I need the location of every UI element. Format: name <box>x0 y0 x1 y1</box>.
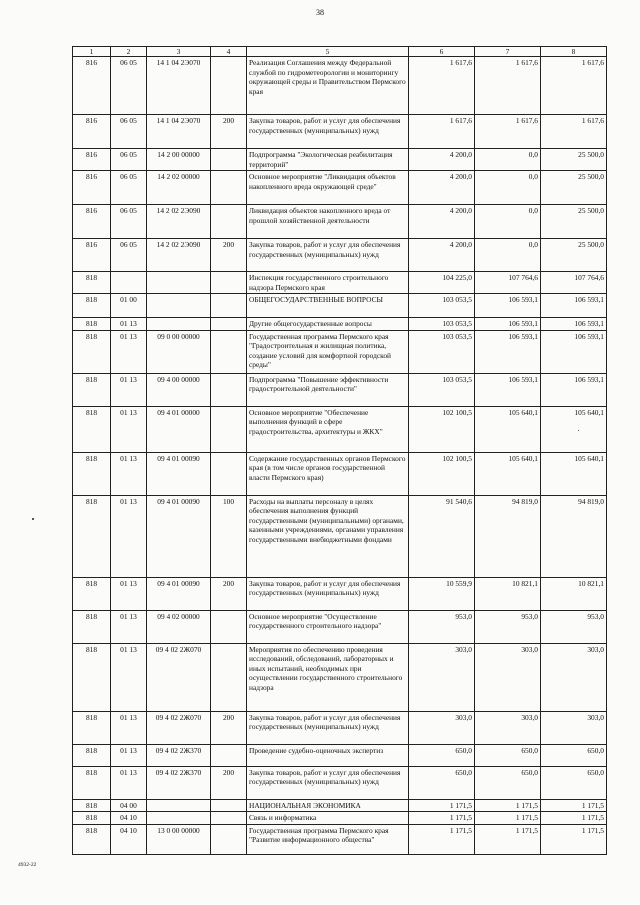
admin-code-cell: 818 <box>73 373 111 406</box>
target-article-cell: 09 4 02 2Ж070 <box>147 643 211 711</box>
amount-year3-cell: 107 764,6 <box>541 272 607 294</box>
amount-year2-cell: 0,0 <box>475 149 541 171</box>
amount-year2-cell: 106 593,1 <box>475 373 541 406</box>
amount-year2-cell: 1 171,5 <box>475 812 541 824</box>
item-name-cell: Связь и информатика <box>247 812 409 824</box>
expense-type-cell <box>211 330 247 373</box>
column-header: 7 <box>475 47 541 57</box>
amount-year3-cell: 1 171,5 <box>541 812 607 824</box>
amount-year1-cell: 103 053,5 <box>409 330 475 373</box>
amount-year3-cell: 106 593,1 <box>541 373 607 406</box>
item-name-cell: Другие общегосударственные вопросы <box>247 318 409 330</box>
amount-year1-cell: 103 053,5 <box>409 294 475 318</box>
amount-year2-cell: 1 171,5 <box>475 799 541 811</box>
target-article-cell: 09 4 01 00090 <box>147 495 211 577</box>
admin-code-cell: 818 <box>73 577 111 610</box>
target-article-cell: 09 4 01 00090 <box>147 577 211 610</box>
amount-year1-cell: 1 617,6 <box>409 115 475 149</box>
amount-year1-cell: 1 171,5 <box>409 799 475 811</box>
amount-year2-cell: 106 593,1 <box>475 294 541 318</box>
amount-year1-cell: 4 200,0 <box>409 171 475 205</box>
expense-type-cell <box>211 812 247 824</box>
amount-year1-cell: 102 100,5 <box>409 452 475 495</box>
section-code-cell: 06 05 <box>111 57 147 115</box>
table-row <box>73 744 607 766</box>
amount-year1-cell: 104 225,0 <box>409 272 475 294</box>
scan-mark <box>578 430 579 431</box>
target-article-cell: 14 1 04 2Э070 <box>147 115 211 149</box>
item-name-cell: ОБЩЕГОСУДАРСТВЕННЫЕ ВОПРОСЫ <box>247 294 409 318</box>
table-body <box>73 57 607 854</box>
table-row <box>73 149 607 171</box>
amount-year2-cell: 107 764,6 <box>475 272 541 294</box>
table-row <box>73 610 607 643</box>
section-code-cell: 01 13 <box>111 406 147 452</box>
admin-code-cell: 818 <box>73 330 111 373</box>
item-name-cell: Основное мероприятие "Обеспечение выполнения функций в сфере градостроительства, архитектуры и ЖКХ" <box>247 406 409 452</box>
amount-year3-cell: 1 617,6 <box>541 115 607 149</box>
column-header: 5 <box>247 47 409 57</box>
amount-year2-cell: 0,0 <box>475 205 541 239</box>
amount-year3-cell: 25 500,0 <box>541 171 607 205</box>
amount-year3-cell: 106 593,1 <box>541 330 607 373</box>
amount-year2-cell: 953,0 <box>475 610 541 643</box>
admin-code-cell: 818 <box>73 799 111 811</box>
amount-year2-cell: 0,0 <box>475 239 541 272</box>
amount-year1-cell: 303,0 <box>409 711 475 744</box>
expense-type-cell <box>211 373 247 406</box>
amount-year1-cell: 103 053,5 <box>409 373 475 406</box>
section-code-cell: 01 13 <box>111 452 147 495</box>
table-row <box>73 205 607 239</box>
footer-code: 4932-22 <box>18 862 37 868</box>
admin-code-cell: 818 <box>73 610 111 643</box>
target-article-cell: 09 4 02 2Ж070 <box>147 711 211 744</box>
target-article-cell <box>147 272 211 294</box>
amount-year1-cell: 91 540,6 <box>409 495 475 577</box>
table-row <box>73 318 607 330</box>
table-row <box>73 115 607 149</box>
item-name-cell: Закупка товаров, работ и услуг для обеспечения государственных (муниципальных) нужд <box>247 766 409 799</box>
target-article-cell <box>147 318 211 330</box>
column-header: 1 <box>73 47 111 57</box>
item-name-cell: Реализация Соглашения между Федеральной службой по гидрометеорологии и мониторингу окружающей среды и Правительством Пермского края <box>247 57 409 115</box>
section-code-cell: 04 10 <box>111 824 147 854</box>
admin-code-cell: 818 <box>73 495 111 577</box>
section-code-cell: 01 13 <box>111 711 147 744</box>
amount-year2-cell: 105 640,1 <box>475 452 541 495</box>
section-code-cell: 01 13 <box>111 744 147 766</box>
expense-type-cell: 200 <box>211 115 247 149</box>
table-row <box>73 577 607 610</box>
amount-year1-cell: 4 200,0 <box>409 239 475 272</box>
item-name-cell: Основное мероприятие "Осуществление государственного строительного надзора" <box>247 610 409 643</box>
amount-year3-cell: 650,0 <box>541 766 607 799</box>
table-row <box>73 294 607 318</box>
amount-year2-cell: 10 821,1 <box>475 577 541 610</box>
expense-type-cell <box>211 452 247 495</box>
admin-code-cell: 816 <box>73 115 111 149</box>
amount-year3-cell: 1 171,5 <box>541 799 607 811</box>
admin-code-cell: 816 <box>73 239 111 272</box>
amount-year1-cell: 4 200,0 <box>409 205 475 239</box>
expense-type-cell <box>211 824 247 854</box>
amount-year3-cell: 106 593,1 <box>541 294 607 318</box>
expense-type-cell: 200 <box>211 577 247 610</box>
section-code-cell: 01 13 <box>111 373 147 406</box>
expense-type-cell <box>211 610 247 643</box>
target-article-cell: 13 0 00 00000 <box>147 824 211 854</box>
table-row <box>73 812 607 824</box>
target-article-cell: 09 4 02 2Ж370 <box>147 744 211 766</box>
amount-year2-cell: 94 819,0 <box>475 495 541 577</box>
amount-year1-cell: 1 171,5 <box>409 812 475 824</box>
target-article-cell: 09 4 02 00000 <box>147 610 211 643</box>
amount-year3-cell: 10 821,1 <box>541 577 607 610</box>
target-article-cell: 14 2 02 2Э090 <box>147 205 211 239</box>
amount-year3-cell: 303,0 <box>541 643 607 711</box>
table-row <box>73 452 607 495</box>
admin-code-cell: 818 <box>73 711 111 744</box>
expense-type-cell <box>211 744 247 766</box>
amount-year3-cell: 650,0 <box>541 744 607 766</box>
item-name-cell: Закупка товаров, работ и услуг для обеспечения государственных (муниципальных) нужд <box>247 239 409 272</box>
amount-year2-cell: 650,0 <box>475 744 541 766</box>
target-article-cell <box>147 294 211 318</box>
item-name-cell: Ликвидация объектов накопленного вреда от прошлой хозяйственной деятельности <box>247 205 409 239</box>
expense-type-cell <box>211 406 247 452</box>
amount-year3-cell: 25 500,0 <box>541 149 607 171</box>
section-code-cell: 04 10 <box>111 812 147 824</box>
section-code-cell: 01 13 <box>111 495 147 577</box>
amount-year2-cell: 0,0 <box>475 171 541 205</box>
target-article-cell <box>147 799 211 811</box>
item-name-cell: Подпрограмма "Повышение эффективности градостроительной деятельности" <box>247 373 409 406</box>
section-code-cell: 01 13 <box>111 643 147 711</box>
item-name-cell: Основное мероприятие "Ликвидация объектов накопленного вреда окружающей среде" <box>247 171 409 205</box>
item-name-cell: Содержание государственных органов Пермского края (в том числе органов государственной власти Пермского края) <box>247 452 409 495</box>
amount-year2-cell: 1 171,5 <box>475 824 541 854</box>
section-code-cell <box>111 272 147 294</box>
budget-table <box>72 46 607 855</box>
expense-type-cell <box>211 799 247 811</box>
section-code-cell: 04 00 <box>111 799 147 811</box>
admin-code-cell: 818 <box>73 824 111 854</box>
target-article-cell <box>147 812 211 824</box>
table-row <box>73 57 607 115</box>
amount-year3-cell: 25 500,0 <box>541 239 607 272</box>
item-name-cell: Подпрограмма "Экологическая реабилитация территорий" <box>247 149 409 171</box>
column-header: 4 <box>211 47 247 57</box>
item-name-cell: Закупка товаров, работ и услуг для обеспечения государственных (муниципальных) нужд <box>247 577 409 610</box>
amount-year2-cell: 1 617,6 <box>475 115 541 149</box>
item-name-cell: Государственная программа Пермского края "Развитие информационного общества" <box>247 824 409 854</box>
column-header: 2 <box>111 47 147 57</box>
table-row <box>73 643 607 711</box>
table-row <box>73 711 607 744</box>
table-header-row <box>73 47 607 57</box>
amount-year1-cell: 650,0 <box>409 766 475 799</box>
amount-year1-cell: 102 100,5 <box>409 406 475 452</box>
item-name-cell: Расходы на выплаты персоналу в целях обеспечения выполнения функций государственными (муниципальными) органами, казенными учреждениями, органами управления государственными внебюджетными фондами <box>247 495 409 577</box>
amount-year3-cell: 106 593,1 <box>541 318 607 330</box>
amount-year2-cell: 303,0 <box>475 711 541 744</box>
table-row <box>73 373 607 406</box>
table-row <box>73 239 607 272</box>
amount-year1-cell: 4 200,0 <box>409 149 475 171</box>
item-name-cell: Проведение судебно-оценочных экспертиз <box>247 744 409 766</box>
target-article-cell: 09 4 01 00000 <box>147 406 211 452</box>
admin-code-cell: 816 <box>73 171 111 205</box>
table-row <box>73 799 607 811</box>
table-row <box>73 495 607 577</box>
target-article-cell: 14 2 02 00000 <box>147 171 211 205</box>
admin-code-cell: 816 <box>73 57 111 115</box>
table-row <box>73 272 607 294</box>
section-code-cell: 06 05 <box>111 239 147 272</box>
item-name-cell: Закупка товаров, работ и услуг для обеспечения государственных (муниципальных) нужд <box>247 711 409 744</box>
amount-year1-cell: 1 171,5 <box>409 824 475 854</box>
expense-type-cell <box>211 272 247 294</box>
amount-year1-cell: 303,0 <box>409 643 475 711</box>
amount-year3-cell: 1 171,5 <box>541 824 607 854</box>
table-row <box>73 330 607 373</box>
admin-code-cell: 818 <box>73 452 111 495</box>
column-header: 6 <box>409 47 475 57</box>
section-code-cell: 06 05 <box>111 171 147 205</box>
expense-type-cell <box>211 294 247 318</box>
table-row <box>73 171 607 205</box>
section-code-cell: 06 05 <box>111 149 147 171</box>
admin-code-cell: 818 <box>73 744 111 766</box>
amount-year1-cell: 953,0 <box>409 610 475 643</box>
column-header: 8 <box>541 47 607 57</box>
admin-code-cell: 818 <box>73 643 111 711</box>
section-code-cell: 01 13 <box>111 610 147 643</box>
item-name-cell: НАЦИОНАЛЬНАЯ ЭКОНОМИКА <box>247 799 409 811</box>
expense-type-cell <box>211 171 247 205</box>
expense-type-cell <box>211 643 247 711</box>
amount-year1-cell: 10 559,9 <box>409 577 475 610</box>
expense-type-cell <box>211 318 247 330</box>
admin-code-cell: 816 <box>73 205 111 239</box>
admin-code-cell: 818 <box>73 406 111 452</box>
column-header: 3 <box>147 47 211 57</box>
amount-year3-cell: 1 617,6 <box>541 57 607 115</box>
amount-year1-cell: 1 617,6 <box>409 57 475 115</box>
section-code-cell: 06 05 <box>111 205 147 239</box>
amount-year2-cell: 106 593,1 <box>475 318 541 330</box>
amount-year3-cell: 953,0 <box>541 610 607 643</box>
admin-code-cell: 818 <box>73 318 111 330</box>
amount-year2-cell: 1 617,6 <box>475 57 541 115</box>
expense-type-cell <box>211 57 247 115</box>
admin-code-cell: 818 <box>73 812 111 824</box>
amount-year1-cell: 103 053,5 <box>409 318 475 330</box>
section-code-cell: 01 13 <box>111 577 147 610</box>
expense-type-cell <box>211 149 247 171</box>
admin-code-cell: 818 <box>73 766 111 799</box>
amount-year2-cell: 650,0 <box>475 766 541 799</box>
table-row <box>73 766 607 799</box>
target-article-cell: 09 4 00 00000 <box>147 373 211 406</box>
amount-year1-cell: 650,0 <box>409 744 475 766</box>
expense-type-cell <box>211 205 247 239</box>
target-article-cell: 09 4 01 00090 <box>147 452 211 495</box>
expense-type-cell: 100 <box>211 495 247 577</box>
scan-mark <box>32 518 34 520</box>
item-name-cell: Государственная программа Пермского края "Градостроительная и жилищная политика, создание условий для комфортной городской среды" <box>247 330 409 373</box>
target-article-cell: 14 1 04 2Э070 <box>147 57 211 115</box>
table-row <box>73 824 607 854</box>
expense-type-cell: 200 <box>211 711 247 744</box>
amount-year3-cell: 25 500,0 <box>541 205 607 239</box>
section-code-cell: 01 13 <box>111 318 147 330</box>
expense-type-cell: 200 <box>211 239 247 272</box>
item-name-cell: Мероприятия по обеспечению проведения исследований, обследований, лабораторных и иных испытаний, необходимых при осуществлении государственного строительного надзора <box>247 643 409 711</box>
amount-year2-cell: 105 640,1 <box>475 406 541 452</box>
item-name-cell: Инспекция государственного строительного надзора Пермского края <box>247 272 409 294</box>
section-code-cell: 06 05 <box>111 115 147 149</box>
table-row <box>73 406 607 452</box>
expense-type-cell: 200 <box>211 766 247 799</box>
page-number: 38 <box>316 8 324 17</box>
admin-code-cell: 818 <box>73 294 111 318</box>
amount-year2-cell: 106 593,1 <box>475 330 541 373</box>
amount-year3-cell: 94 819,0 <box>541 495 607 577</box>
target-article-cell: 14 2 00 00000 <box>147 149 211 171</box>
amount-year3-cell: 105 640,1 <box>541 406 607 452</box>
admin-code-cell: 818 <box>73 272 111 294</box>
amount-year2-cell: 303,0 <box>475 643 541 711</box>
section-code-cell: 01 13 <box>111 766 147 799</box>
admin-code-cell: 816 <box>73 149 111 171</box>
target-article-cell: 09 4 02 2Ж370 <box>147 766 211 799</box>
section-code-cell: 01 13 <box>111 330 147 373</box>
section-code-cell: 01 00 <box>111 294 147 318</box>
target-article-cell: 09 0 00 00000 <box>147 330 211 373</box>
amount-year3-cell: 105 640,1 <box>541 452 607 495</box>
target-article-cell: 14 2 02 2Э090 <box>147 239 211 272</box>
item-name-cell: Закупка товаров, работ и услуг для обеспечения государственных (муниципальных) нужд <box>247 115 409 149</box>
amount-year3-cell: 303,0 <box>541 711 607 744</box>
